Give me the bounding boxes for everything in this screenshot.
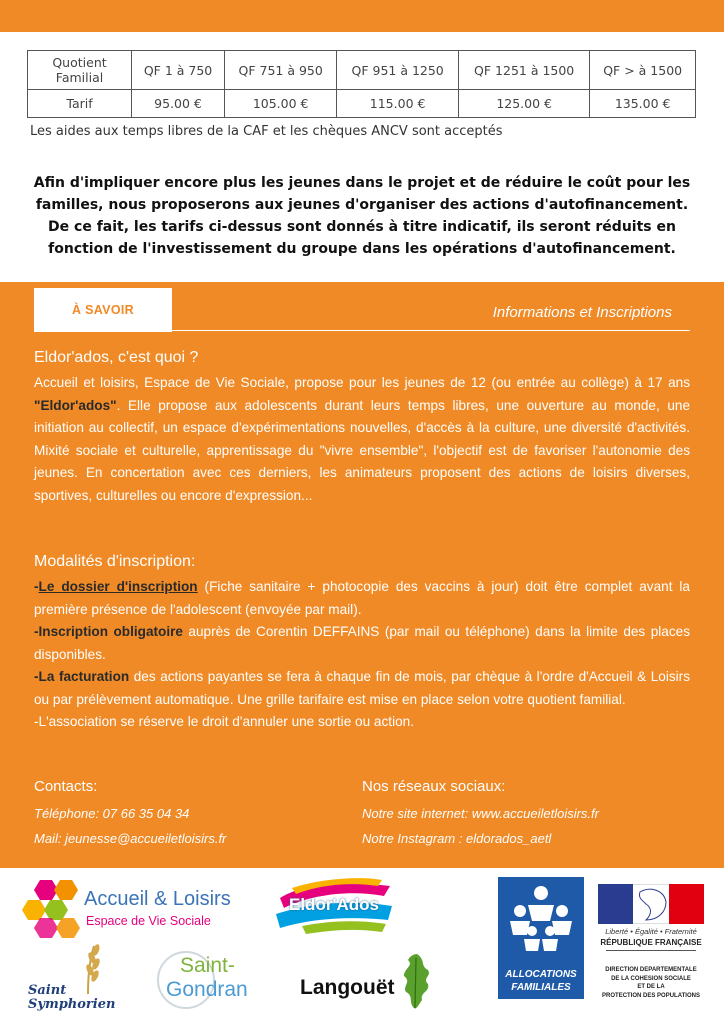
item-text: des actions payantes se fera à chaque fin de mois, par chèque à l'ordre d'Accueil & Loisirs ou par prélèvement automatique. Une grille tarifaire est mise en place selon votre quotient familial. (34, 669, 690, 707)
section-title: Modalités d'inscription: (34, 553, 196, 570)
social-title: Nos réseaux sociaux: (362, 778, 506, 795)
modal-item (34, 621, 690, 666)
table-row (28, 90, 696, 118)
dash: - (34, 624, 39, 639)
website-link[interactable]: Notre site internet: www.accueiletloisirs.fr (362, 806, 599, 821)
section-modalites (34, 550, 690, 734)
rf-motto: Liberté • Égalité • Fraternité (605, 927, 697, 936)
accueil-loisirs-logo (20, 878, 260, 938)
table-cell: Tarif (28, 90, 132, 118)
eldorados-logo-text: Eldor'Ados (289, 895, 379, 914)
email-contact[interactable]: Mail: jeunesse@accueiletloisirs.fr (34, 831, 227, 846)
table-cell: QF 1251 à 1500 (459, 51, 590, 90)
rf-direction-line: PROTECTION DES POPULATIONS (602, 992, 700, 999)
section-title: Eldor'ados, c'est quoi ? (34, 349, 199, 366)
contacts-title: Contacts: (34, 778, 98, 795)
eldorados-logo (272, 876, 396, 938)
saint-symphorien-logo (28, 944, 124, 1016)
divider (606, 950, 696, 951)
item-heading: Le dossier d'inscription (38, 579, 198, 594)
notice-line: familles, nous proposerons aux jeunes d'organiser des actions d'autofinancement. (35, 197, 689, 213)
modal-item (34, 666, 690, 711)
saint-gondran-line-2: Gondran (166, 978, 248, 1001)
rf-direction (596, 966, 706, 1000)
rf-direction-line: DIRECTION DEPARTEMENTALE (605, 967, 697, 973)
caf-note: Les aides aux temps libres de la CAF et les chèques ANCV sont acceptés (30, 124, 503, 139)
item-heading: Inscription obligatoire (38, 624, 183, 639)
table-header-row (28, 51, 696, 90)
table-cell: QF 751 à 950 (225, 51, 337, 90)
saint-symphorien-text: Saint Symphorien (28, 983, 116, 1012)
table-cell: 105.00 € (225, 90, 337, 118)
dash: - (34, 579, 39, 594)
table-cell: 115.00 € (337, 90, 459, 118)
phone-contact[interactable]: Téléphone: 07 66 35 04 34 (34, 806, 190, 821)
divider (172, 330, 690, 331)
text-span: . Elle propose aux adolescents durant leurs temps libres, une ouverture au monde, une initiation au collectif, un espace d'expérimentations nouvelles, d'accès à la culture, une diversité d'activités. Mixité sociale et culturelle, apprentissage du "vivre ensemble", l'objectif est de favoriser l'autonomie des jeunes. En concertation avec ces derniers, les animateurs proposent des actions de loisirs diverses, sportives, culturelles ou encore d'expression... (34, 397, 690, 503)
modal-item: -L'association se réserve le droit d'annuler une sortie ou action. (34, 714, 414, 729)
langouet-logo (300, 952, 434, 1014)
table-cell: QF 951 à 1250 (337, 51, 459, 90)
notice-line: fonction de l'investissement du groupe dans les opérations d'autofinancement. (48, 241, 676, 257)
info-title: Informations et Inscriptions (492, 304, 672, 321)
autofinancement-notice (28, 172, 696, 260)
table-cell: 135.00 € (590, 90, 696, 118)
table-cell: 125.00 € (459, 90, 590, 118)
accueil-subtitle: Espace de Vie Sociale (86, 914, 211, 928)
marianne-icon (630, 886, 670, 922)
tariff-table (27, 50, 696, 118)
rf-direction-line: DE LA COHESION SOCIALE (611, 975, 691, 982)
section-text (34, 372, 690, 507)
item-text: (Fiche sanitaire + photocopie des vaccins à jour) doit être complet avant la première présence de l'adolescent (envoyée par mail). (34, 579, 690, 617)
top-orange-bar (0, 0, 724, 32)
caf-line-2: FAMILIALES (511, 982, 571, 993)
table-cell: Quotient Familial (28, 51, 132, 90)
oak-leaf-icon (400, 952, 434, 1010)
text-span: Accueil et loisirs, Espace de Vie Sociale, propose pour les jeunes de 12 (ou entrée au collège) à 17 ans (34, 375, 690, 390)
family-figures-icon (498, 881, 584, 961)
table-cell: 95.00 € (132, 90, 225, 118)
notice-line: De ce fait, les tarifs ci-dessus sont donnés à titre indicatif, ils seront réduits en (48, 219, 676, 235)
republique-francaise-logo (596, 884, 706, 1004)
saint-gondran-logo (146, 944, 264, 1010)
section-eldorados (34, 346, 690, 507)
eldorados-name: "Eldor'ados" (34, 397, 117, 413)
hexagons-icon (20, 878, 84, 938)
table-cell: QF 1 à 750 (132, 51, 225, 90)
caf-line-1: ALLOCATIONS (505, 969, 577, 980)
instagram-link[interactable]: Notre Instagram : eldorados_aetl (362, 831, 552, 846)
item-text: auprès de Corentin DEFFAINS (par mail ou téléphone) dans la limite des places disponibles. (34, 624, 690, 662)
modal-item (34, 576, 690, 621)
rf-direction-line: ET DE LA (637, 984, 665, 990)
rf-name: RÉPUBLIQUE FRANÇAISE (600, 938, 702, 947)
saint-gondran-line-1: Saint- (180, 954, 235, 977)
item-heading: La facturation (38, 669, 130, 684)
a-savoir-tab: À SAVOIR (34, 288, 172, 332)
table-cell: QF > à 1500 (590, 51, 696, 90)
langouet-text: Langouët (300, 976, 395, 999)
accueil-title: Accueil & Loisirs (84, 888, 231, 910)
notice-line: Afin d'impliquer encore plus les jeunes dans le projet et de réduire le coût pour les (33, 175, 691, 191)
caf-logo (498, 877, 584, 999)
dash: - (34, 669, 39, 684)
